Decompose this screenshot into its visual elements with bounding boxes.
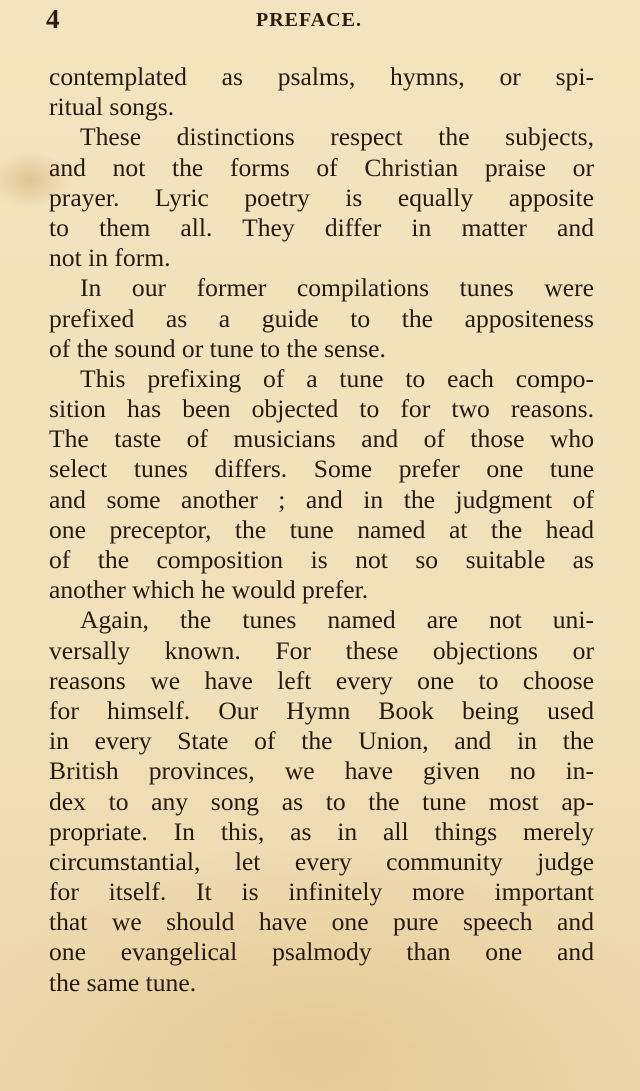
- paragraph: [49, 122, 594, 273]
- text-line: select tunes differs. Some prefer one tune: [49, 454, 594, 484]
- text-line: contemplated as psalms, hymns, or spi-: [49, 62, 594, 91]
- text-line: that we should have one pure speech and: [49, 907, 594, 937]
- text-line: British provinces, we have given no in-: [49, 756, 594, 786]
- text-line: not in form.: [49, 243, 171, 273]
- page-number: 4: [46, 4, 60, 34]
- page-header: [46, 4, 586, 34]
- text-line: The taste of musicians and of those who: [49, 424, 594, 454]
- text-line: propriate. In this, as in all things merely: [49, 816, 594, 846]
- text-line: and not the forms of Christian praise or: [49, 152, 594, 182]
- text-line: reasons we have left every one to choose: [49, 665, 594, 695]
- text-line: ritual songs.: [49, 92, 175, 122]
- paragraph: [49, 62, 594, 122]
- text-line: in every State of the Union, and in the: [49, 726, 594, 756]
- text-line: the same tune.: [49, 967, 197, 997]
- text-line: prayer. Lyric poetry is equally apposite: [49, 182, 594, 212]
- text-line: This prefixing of a tune to each compo-: [80, 363, 594, 393]
- text-line: In our former compilations tunes were: [80, 273, 594, 303]
- text-line: one evangelical psalmody than one and: [49, 937, 594, 967]
- text-line: prefixed as a guide to the appositeness: [49, 303, 594, 333]
- text-line: dex to any song as to the tune most ap-: [49, 786, 594, 816]
- text-line: These distinctions respect the subjects,: [80, 122, 594, 152]
- text-line: for himself. Our Hymn Book being used: [49, 695, 594, 725]
- text-line: to them all. They differ in matter and: [49, 212, 594, 242]
- text-line: Again, the tunes named are not uni-: [80, 605, 594, 635]
- paragraph: [49, 364, 594, 606]
- text-line: of the sound or tune to the sense.: [49, 333, 386, 363]
- text-line: one preceptor, the tune named at the head: [49, 514, 594, 544]
- paragraph: [49, 273, 594, 364]
- text-line: circumstantial, let every community judge: [49, 846, 594, 876]
- text-line: another which he would prefer.: [49, 575, 369, 605]
- preface-body: [49, 62, 594, 998]
- running-head: PREFACE.: [256, 9, 362, 31]
- text-line: and some another ; and in the judgment of: [49, 484, 594, 514]
- text-line: of the composition is not so suitable as: [49, 545, 594, 574]
- text-line: versally known. For these objections or: [49, 635, 594, 665]
- text-line: for itself. It is infinitely more important: [49, 877, 594, 907]
- text-line: sition has been objected to for two reasons.: [49, 394, 594, 424]
- paragraph: [49, 605, 594, 997]
